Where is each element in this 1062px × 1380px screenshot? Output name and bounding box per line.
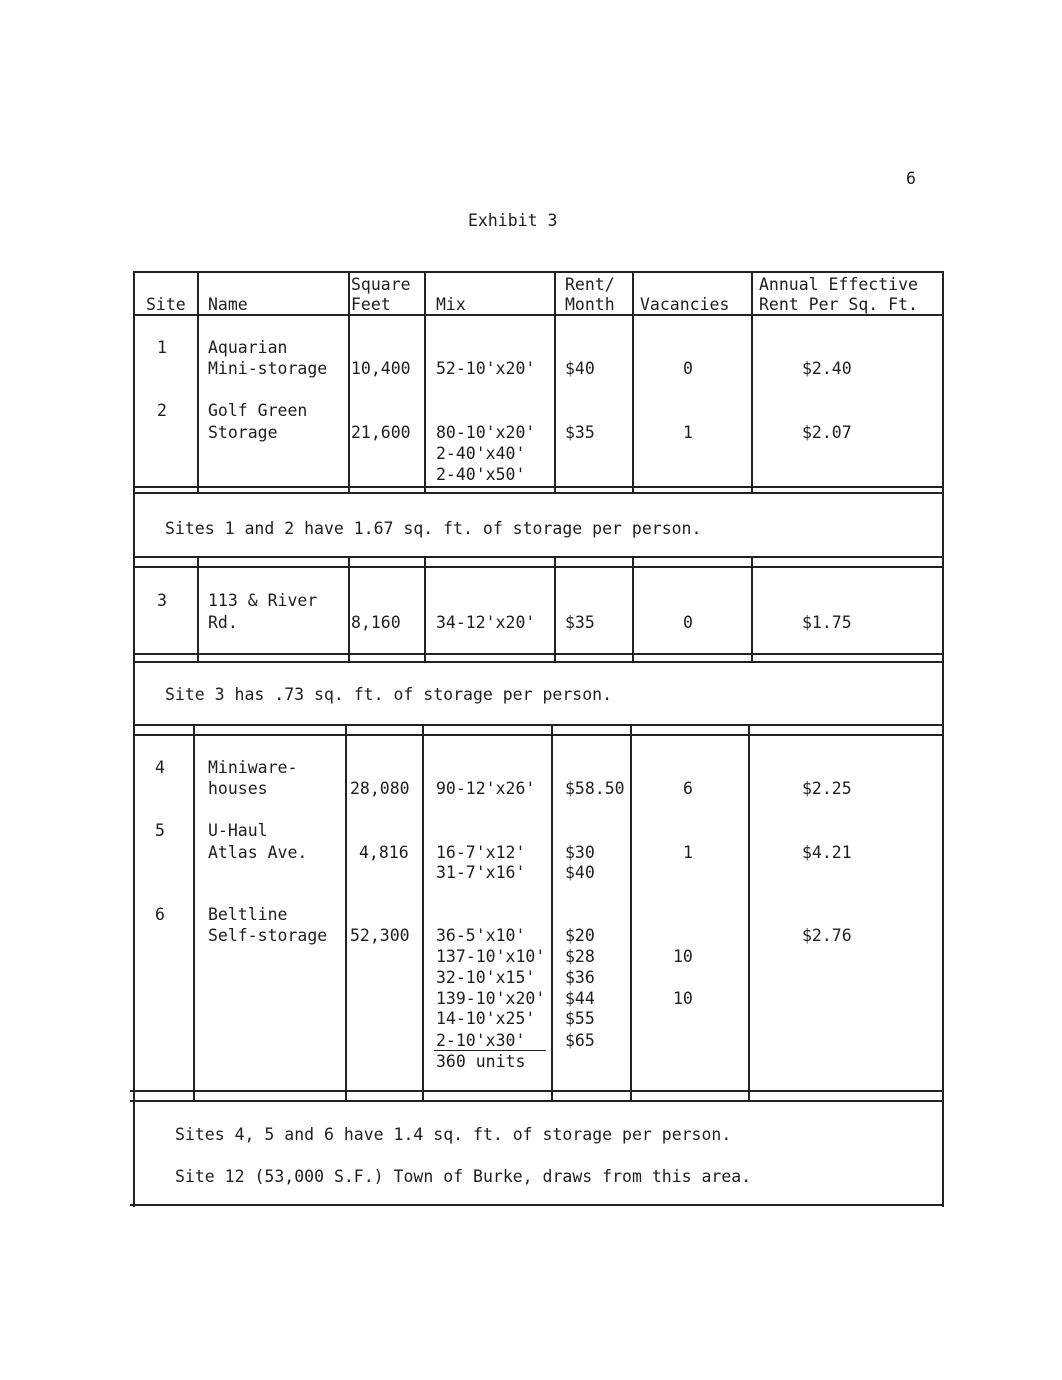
rent: $40 xyxy=(565,359,595,378)
header-mix: Mix xyxy=(436,295,466,314)
summary-note: Sites 4, 5 and 6 have 1.4 sq. ft. of storage per person. xyxy=(175,1125,732,1144)
unit-mix: 31-7'x16' xyxy=(436,863,526,882)
header-month: Month xyxy=(565,295,615,314)
annual-rent: $4.21 xyxy=(802,843,852,862)
header-vacancies: Vacancies xyxy=(640,295,730,314)
unit-mix: 16-7'x12' xyxy=(436,843,526,862)
site-number: 6 xyxy=(155,905,165,924)
site-number: 3 xyxy=(157,591,167,610)
col-divider xyxy=(551,724,553,1100)
site-name: Aquarian xyxy=(208,338,288,357)
annual-rent: $2.40 xyxy=(802,359,852,378)
site-name: Rd. xyxy=(208,613,238,632)
site-name: Beltline xyxy=(208,905,288,924)
header-feet: Feet xyxy=(351,295,391,314)
col-divider xyxy=(345,724,347,1100)
col-divider xyxy=(751,556,753,662)
table-bottom-rule xyxy=(130,1204,944,1206)
square-feet: 21,600 xyxy=(351,423,411,442)
site-number: 4 xyxy=(155,758,165,777)
col-divider xyxy=(748,724,750,1100)
site-name: Storage xyxy=(208,423,278,442)
col-divider xyxy=(348,556,350,662)
square-feet: 28,080 xyxy=(350,779,410,798)
col-divider xyxy=(424,556,426,662)
col-divider xyxy=(193,724,195,1100)
rent: $20 xyxy=(565,926,595,945)
annual-rent: $2.25 xyxy=(802,779,852,798)
unit-mix: 80-10'x20' xyxy=(436,423,536,442)
unit-total: 360 units xyxy=(436,1052,526,1071)
unit-mix: 36-5'x10' xyxy=(436,926,526,945)
col-divider xyxy=(422,724,424,1100)
unit-mix: 14-10'x25' xyxy=(436,1009,536,1028)
summary-note: Site 3 has .73 sq. ft. of storage per person. xyxy=(165,685,613,704)
annual-rent: $2.07 xyxy=(802,423,852,442)
double-rule xyxy=(130,1100,944,1102)
unit-mix: 32-10'x15' xyxy=(436,968,536,987)
vacancies: 10 xyxy=(673,947,693,966)
site-name: Golf Green xyxy=(208,401,308,420)
table-right-border xyxy=(942,271,944,1207)
square-feet: 52,300 xyxy=(350,926,410,945)
vacancies: 0 xyxy=(683,359,693,378)
unit-mix: 2-40'x50' xyxy=(436,465,526,484)
summary-note: Site 12 (53,000 S.F.) Town of Burke, draws from this area. xyxy=(175,1167,752,1186)
double-rule xyxy=(133,661,944,663)
site-name: 113 & River xyxy=(208,591,318,610)
table-top-rule xyxy=(133,271,944,273)
rent: $36 xyxy=(565,968,595,987)
rent: $28 xyxy=(565,947,595,966)
header-name: Name xyxy=(208,295,248,314)
site-name: Self-storage xyxy=(208,926,328,945)
col-divider xyxy=(632,556,634,662)
header-rent: Rent/ xyxy=(565,275,615,294)
vacancies: 0 xyxy=(683,613,693,632)
header-annual-line1: Annual Effective xyxy=(759,275,918,294)
rent: $35 xyxy=(565,613,595,632)
annual-rent: $2.76 xyxy=(802,926,852,945)
site-name: houses xyxy=(208,779,268,798)
unit-mix: 2-10'x30' xyxy=(436,1031,526,1050)
rent: $30 xyxy=(565,843,595,862)
header-square: Square xyxy=(351,275,411,294)
vacancies: 10 xyxy=(673,989,693,1008)
unit-mix: 52-10'x20' xyxy=(436,359,536,378)
site-number: 1 xyxy=(157,338,167,357)
vacancies: 1 xyxy=(683,843,693,862)
double-rule xyxy=(130,1090,944,1092)
col-divider xyxy=(751,271,753,493)
site-name: Mini-storage xyxy=(208,359,328,378)
unit-mix: 90-12'x26' xyxy=(436,779,536,798)
site-name: Miniware- xyxy=(208,758,298,777)
summary-note: Sites 1 and 2 have 1.67 sq. ft. of storage per person. xyxy=(165,519,702,538)
rent: $65 xyxy=(565,1031,595,1050)
col-divider xyxy=(554,271,556,493)
double-rule xyxy=(133,566,944,568)
rent: $44 xyxy=(565,989,595,1008)
page-number: 6 xyxy=(906,169,916,188)
rent: $40 xyxy=(565,863,595,882)
rent: $55 xyxy=(565,1009,595,1028)
double-rule xyxy=(133,724,944,726)
unit-mix: 2-40'x40' xyxy=(436,444,526,463)
header-site: Site xyxy=(146,295,186,314)
col-divider xyxy=(197,556,199,662)
col-divider xyxy=(554,556,556,662)
vacancies: 6 xyxy=(683,779,693,798)
col-divider xyxy=(348,271,350,493)
unit-mix: 137-10'x10' xyxy=(436,947,546,966)
double-rule xyxy=(133,734,944,736)
rent: $35 xyxy=(565,423,595,442)
col-divider xyxy=(632,271,634,493)
site-name: Atlas Ave. xyxy=(208,843,308,862)
rent: $58.50 xyxy=(565,779,625,798)
site-name: U-Haul xyxy=(208,821,268,840)
unit-mix: 139-10'x20' xyxy=(436,989,546,1008)
col-divider xyxy=(630,724,632,1100)
col-divider xyxy=(197,271,199,493)
col-divider xyxy=(424,271,426,493)
double-rule xyxy=(133,492,944,494)
table-left-border xyxy=(133,271,135,1207)
square-feet: 8,160 xyxy=(351,613,401,632)
exhibit-title: Exhibit 3 xyxy=(468,211,558,230)
annual-rent: $1.75 xyxy=(802,613,852,632)
square-feet: 4,816 xyxy=(359,843,409,862)
double-rule xyxy=(133,486,944,488)
header-annual-line2: Rent Per Sq. Ft. xyxy=(759,295,918,314)
unit-mix: 34-12'x20' xyxy=(436,613,536,632)
double-rule xyxy=(133,653,944,655)
square-feet: 10,400 xyxy=(351,359,411,378)
vacancies: 1 xyxy=(683,423,693,442)
double-rule xyxy=(133,556,944,558)
site-number: 2 xyxy=(157,401,167,420)
site-number: 5 xyxy=(155,821,165,840)
